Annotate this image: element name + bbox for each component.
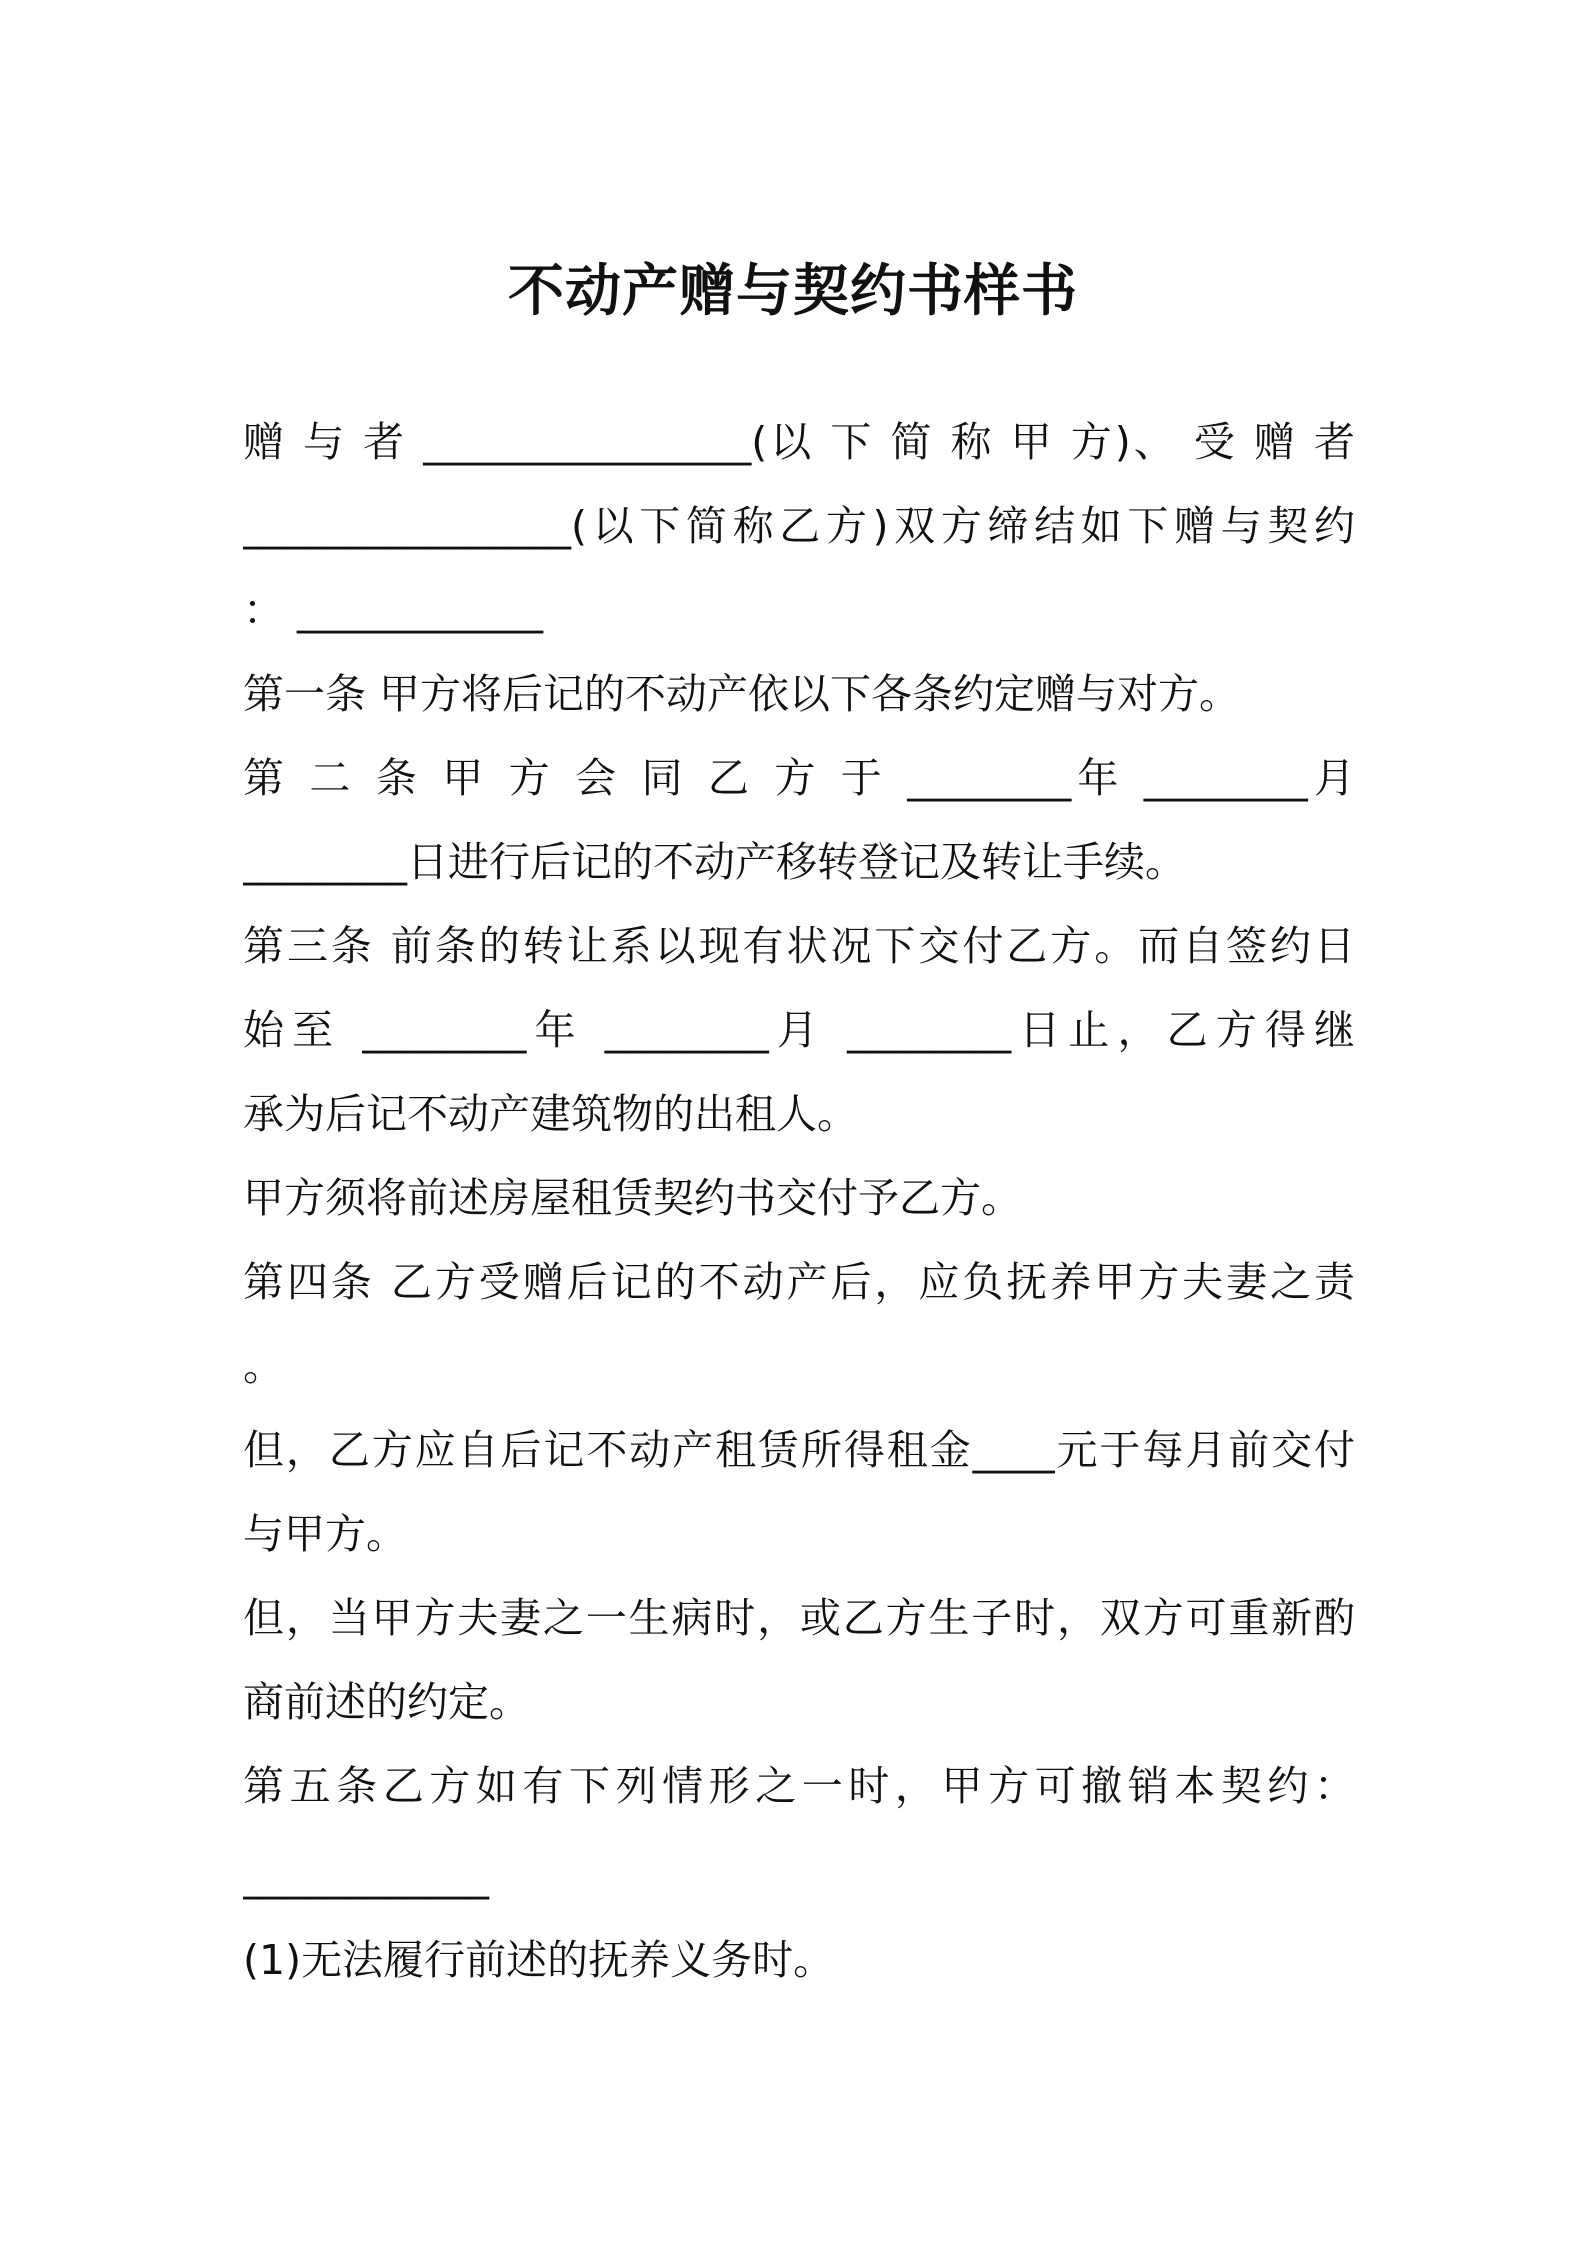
article-1-line: 第一条 甲方将后记的不动产依以下各条约定赠与对方。 — [243, 670, 1241, 718]
lease-handover-line: 甲方须将前述房屋租赁契约书交付予乙方。 — [243, 1174, 1022, 1222]
article-2-line-1: 第 二 条 甲 方 会 同 乙 方 于 ________年 ________月 — [243, 754, 1355, 802]
paragraph-line-3: ： ____________ — [243, 586, 544, 634]
document-title: 不动产赠与契约书样书 — [508, 259, 1078, 324]
renegotiation-line-2: 商前述的约定。 — [243, 1678, 530, 1726]
rent-payment-line-2: 与甲方。 — [243, 1510, 407, 1558]
renegotiation-line-1: 但，当甲方夫妻之一生病时，或乙方生子时，双方可重新酌 — [243, 1594, 1355, 1642]
article-5-line: 第五条乙方如有下列情形之一时，甲方可撤销本契约： — [243, 1762, 1355, 1810]
article-3-line-1: 第三条 前条的转让系以现有状况下交付乙方。而自签约日 — [243, 922, 1355, 970]
article-4-line-2: 。 — [243, 1342, 284, 1390]
rent-payment-line-1: 但，乙方应自后记不动产租赁所得租金____元于每月前交付 — [243, 1426, 1355, 1474]
article-4-line-1: 第四条 乙方受赠后记的不动产后，应负抚养甲方夫妻之责 — [243, 1258, 1355, 1306]
article-2-line-2: ________日进行后记的不动产移转登记及转让手续。 — [243, 838, 1186, 886]
clause-1-line: (1)无法履行前述的抚养义务时。 — [243, 1936, 835, 1984]
paragraph-line-2: ________________(以下简称乙方)双方缔结如下赠与契约 — [243, 502, 1355, 550]
article-3-line-2: 始至 ________年 ________月 ________日止，乙方得继 — [243, 1006, 1355, 1054]
article-3-line-3: 承为后记不动产建筑物的出租人。 — [243, 1090, 858, 1138]
paragraph-line-1: 赠 与 者 ________________(以 下 简 称 甲 方)、 受 赠 者 — [243, 418, 1355, 466]
article-5-blank-line: ____________ — [243, 1852, 489, 1900]
